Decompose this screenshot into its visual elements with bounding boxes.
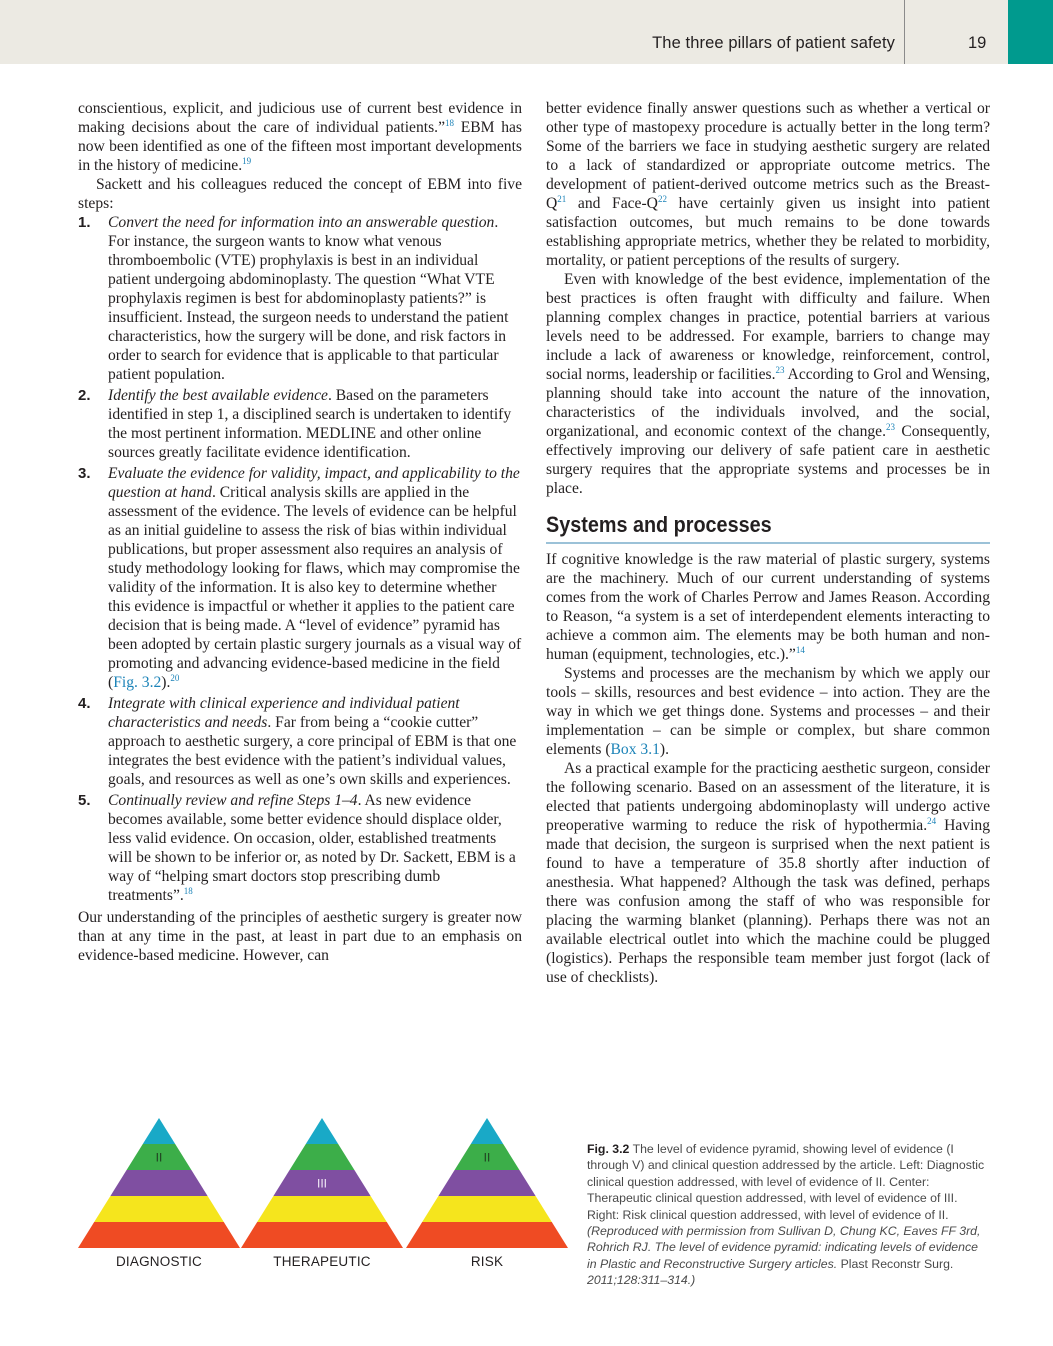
heading-rule xyxy=(546,542,990,544)
pyramid-label-diagnostic: DIAGNOSTIC xyxy=(115,1254,202,1269)
pyramid-band-5 xyxy=(406,1222,568,1248)
paragraph: Sackett and his colleagues reduced the concept of EBM into five steps: xyxy=(78,176,522,212)
citation[interactable]: 22 xyxy=(657,194,667,204)
citation[interactable]: 19 xyxy=(242,156,252,166)
page-number: 19 xyxy=(968,34,987,52)
citation[interactable]: 23 xyxy=(775,365,785,375)
pyramid-therapeutic xyxy=(241,1118,403,1248)
citation[interactable]: 14 xyxy=(795,645,805,655)
pyramid-band-1 xyxy=(306,1118,338,1144)
section-heading: Systems and processes xyxy=(546,512,772,537)
figure-caption: Fig. 3.2 The level of evidence pyramid, showing level of evidence (I through V) and clinical question addressed by the article. Left: Diagnostic clinical question addressed, with level of evidence of II. Center: Therapeutic clinical question addressed, with level of evidence of III. Right: Risk clinical question addressed, with level of evidence of II. (Reproduced with permission from Sullivan D, Chung KC, Eaves FF 3rd, Rohrich RJ. The level of evidence pyramid: indicating levels of evidence in Plastic and Reconstructive Surgery articles. Plast Reconstr Surg. 2011;128:311–314.) xyxy=(587,1142,985,1288)
citation[interactable]: 21 xyxy=(557,194,567,204)
list-item: 5. Continually review and refine Steps 1–4. As new evidence becomes available, some better evidence should displace older, less valid evidence. On occasion, older, established treatments will be shown to be inferior or, as noted by Dr. Sackett, EBM is a way of “helping smart doctors stop prescribing dumb treatments”.$^{18}$ xyxy=(78,792,516,904)
pyramid-band-2 xyxy=(290,1144,355,1170)
citation[interactable]: 20 xyxy=(170,673,180,683)
box-link[interactable]: Box 3.1 xyxy=(610,741,660,758)
pyramid-diagnostic xyxy=(78,1118,240,1248)
citation[interactable]: 18 xyxy=(183,886,193,896)
page-header xyxy=(0,0,1053,64)
citation[interactable]: 18 xyxy=(445,118,454,128)
steps-list xyxy=(78,213,522,905)
paragraph: Even with knowledge of the best evidence, implementation of the best practices is often fraught with difficulty and failure. When planning complex changes in practice, potential barriers at various levels need to be addressed. For example, barriers to change may include a lack of awareness or knowledge, reinforcement, control, social norms, leadership or facilities.$^{23}$ According to Grol and Wensing, planning should take into account the nature of the innovation, characteristics of the individuals involved, and the social, organizational, and economic context of the change.$^{23}$ Consequently, effectively improving our delivery of safe patient care in aesthetic surgery requires that the appropriate systems and processes be in place. xyxy=(546,271,990,497)
evidence-level-label: II xyxy=(483,1150,491,1165)
evidence-level-label: II xyxy=(155,1150,163,1165)
left-column xyxy=(78,99,522,965)
evidence-level-label: III xyxy=(316,1176,328,1191)
list-item: 4. Integrate with clinical experience and individual patient characteristics and needs. Far from being a “cookie cutter” approach to aesthetic surgery, a core principal of EBM is that one integrates the best evidence with the patient’s individual values, goals, and resources as well as one’s own skills and experiences. xyxy=(78,695,517,788)
pyramid-band-4 xyxy=(257,1196,387,1222)
list-item: 3. Evaluate the evidence for validity, impact, and applicability to the question at hand. Critical analysis skills are applied in the assessment of the evidence. The levels of evidence can be helpful as an initial guideline to assess the risk of bias within individual publications, but proper assessment also requires an analysis of study methodology looking for flaws, which may compromise the validity of the information. It is also key to determine whether this evidence is impactful or whether it applies to the patient care decision that is being made. A “level of evidence” pyramid has been adopted by certain plastic surgery journals as a visual way of promoting and advancing evidence-based medicine in the field (Fig. 3.2).$^{20}$ xyxy=(78,465,522,691)
pyramid-label-therapeutic: THERAPEUTIC xyxy=(273,1254,371,1269)
pyramid-band-3 xyxy=(438,1170,535,1196)
paragraph: As a practical example for the practicing aesthetic surgeon, consider the following scenario. Based on an assessment of the literature, it is elected that patients undergoing abdominoplasty will undergo active preoperative warming to reduce the risk of hypothermia.$^{24}$ Having made that decision, the surgeon is surprised when the next patient is found to have a temperature of 35.8 shortly after induction of anesthesia. What happened? Although the task was defined, perhaps there was confusion among the staff of who was responsible for placing the warming blanket (planning). Perhaps there was not an available electrical outlet into which the machine could be plugged (logistics). Perhaps the responsible team member just forgot (lack of use of checklists). xyxy=(546,760,991,986)
right-column xyxy=(546,99,990,987)
list-item: 1. Convert the need for information into an answerable question. For instance, the surgeon wants to know what venous thromboembolic (VTE) prophylaxis is best in an individual patient undergoing abdominoplasty. The question “What VTE prophylaxis regimen is best for abdominoplasty patients?” is insufficient. Instead, the surgeon needs to understand the patient characteristics, how the surgery will be done, and risk factors in order to search for evidence that is applicable to that particular patient population. xyxy=(78,214,509,383)
paragraph: conscientious, explicit, and judicious use of current best evidence in making decisions about the care of individual patients.”$^{18}$ EBM has now been identified as one of the fifteen most important developments in the history of medicine.$^{19}$ xyxy=(78,100,523,174)
chapter-tab xyxy=(1008,0,1053,64)
pyramid-band-4 xyxy=(422,1196,552,1222)
pyramid-label-risk: RISK xyxy=(470,1254,504,1269)
list-item: 2. Identify the best available evidence. Based on the parameters identified in step 1, a disciplined search is undertaken to identify the most pertinent information. MEDLINE and other online sources greatly facilitate evidence identification. xyxy=(78,387,512,461)
pyramid-band-1 xyxy=(471,1118,503,1144)
pyramid-risk xyxy=(406,1118,568,1248)
paragraph: Our understanding of the principles of aesthetic surgery is greater now than at any time in the past, at least in part due to an emphasis on evidence-based medicine. However, can xyxy=(78,909,522,964)
figure-link[interactable]: Fig. 3.2 xyxy=(113,674,162,691)
pyramid-band-4 xyxy=(94,1196,224,1222)
pyramid-band-5 xyxy=(78,1222,240,1248)
pyramid-band-3 xyxy=(110,1170,207,1196)
paragraph: Systems and processes are the mechanism by which we apply our tools – skills, resources and best evidence – into action. They are the way in which we get things done. Systems and processes – and their implementation – can be simple or complex, but share common elements (Box 3.1). xyxy=(546,665,990,758)
citation[interactable]: 24 xyxy=(927,816,937,826)
paragraph: If cognitive knowledge is the raw material of plastic surgery, systems are the machinery. Much of our current understanding of systems comes from the work of Charles Perrow and James Reason. According to Reason, “a system is a set of interdependent elements interacting to achieve a common aim. The elements may be both human and non-human (equipment, technologies, etc.).”$^{14}$ xyxy=(546,551,990,663)
pyramid-band-5 xyxy=(241,1222,403,1248)
citation[interactable]: 23 xyxy=(886,422,895,432)
header-divider xyxy=(904,0,905,64)
running-title: The three pillars of patient safety xyxy=(652,34,895,52)
paragraph: better evidence finally answer questions such as whether a vertical or other type of mastopexy procedure is actually better in the long term? Some of the barriers we face in studying aesthetic surgery are related to a lack of standardized or appropriate outcome metrics. The development of patient-derived outcome metrics such as the Breast-$Q^{21}$ and Face-$Q^{22}$ have certainly given us insight into patient satisfaction outcomes, but much remains to be done towards establishing appropriate metrics, whether they be related to morbidity, mortality, or patient perceptions of the results of surgery. xyxy=(546,100,990,269)
pyramid-band-1 xyxy=(143,1118,175,1144)
